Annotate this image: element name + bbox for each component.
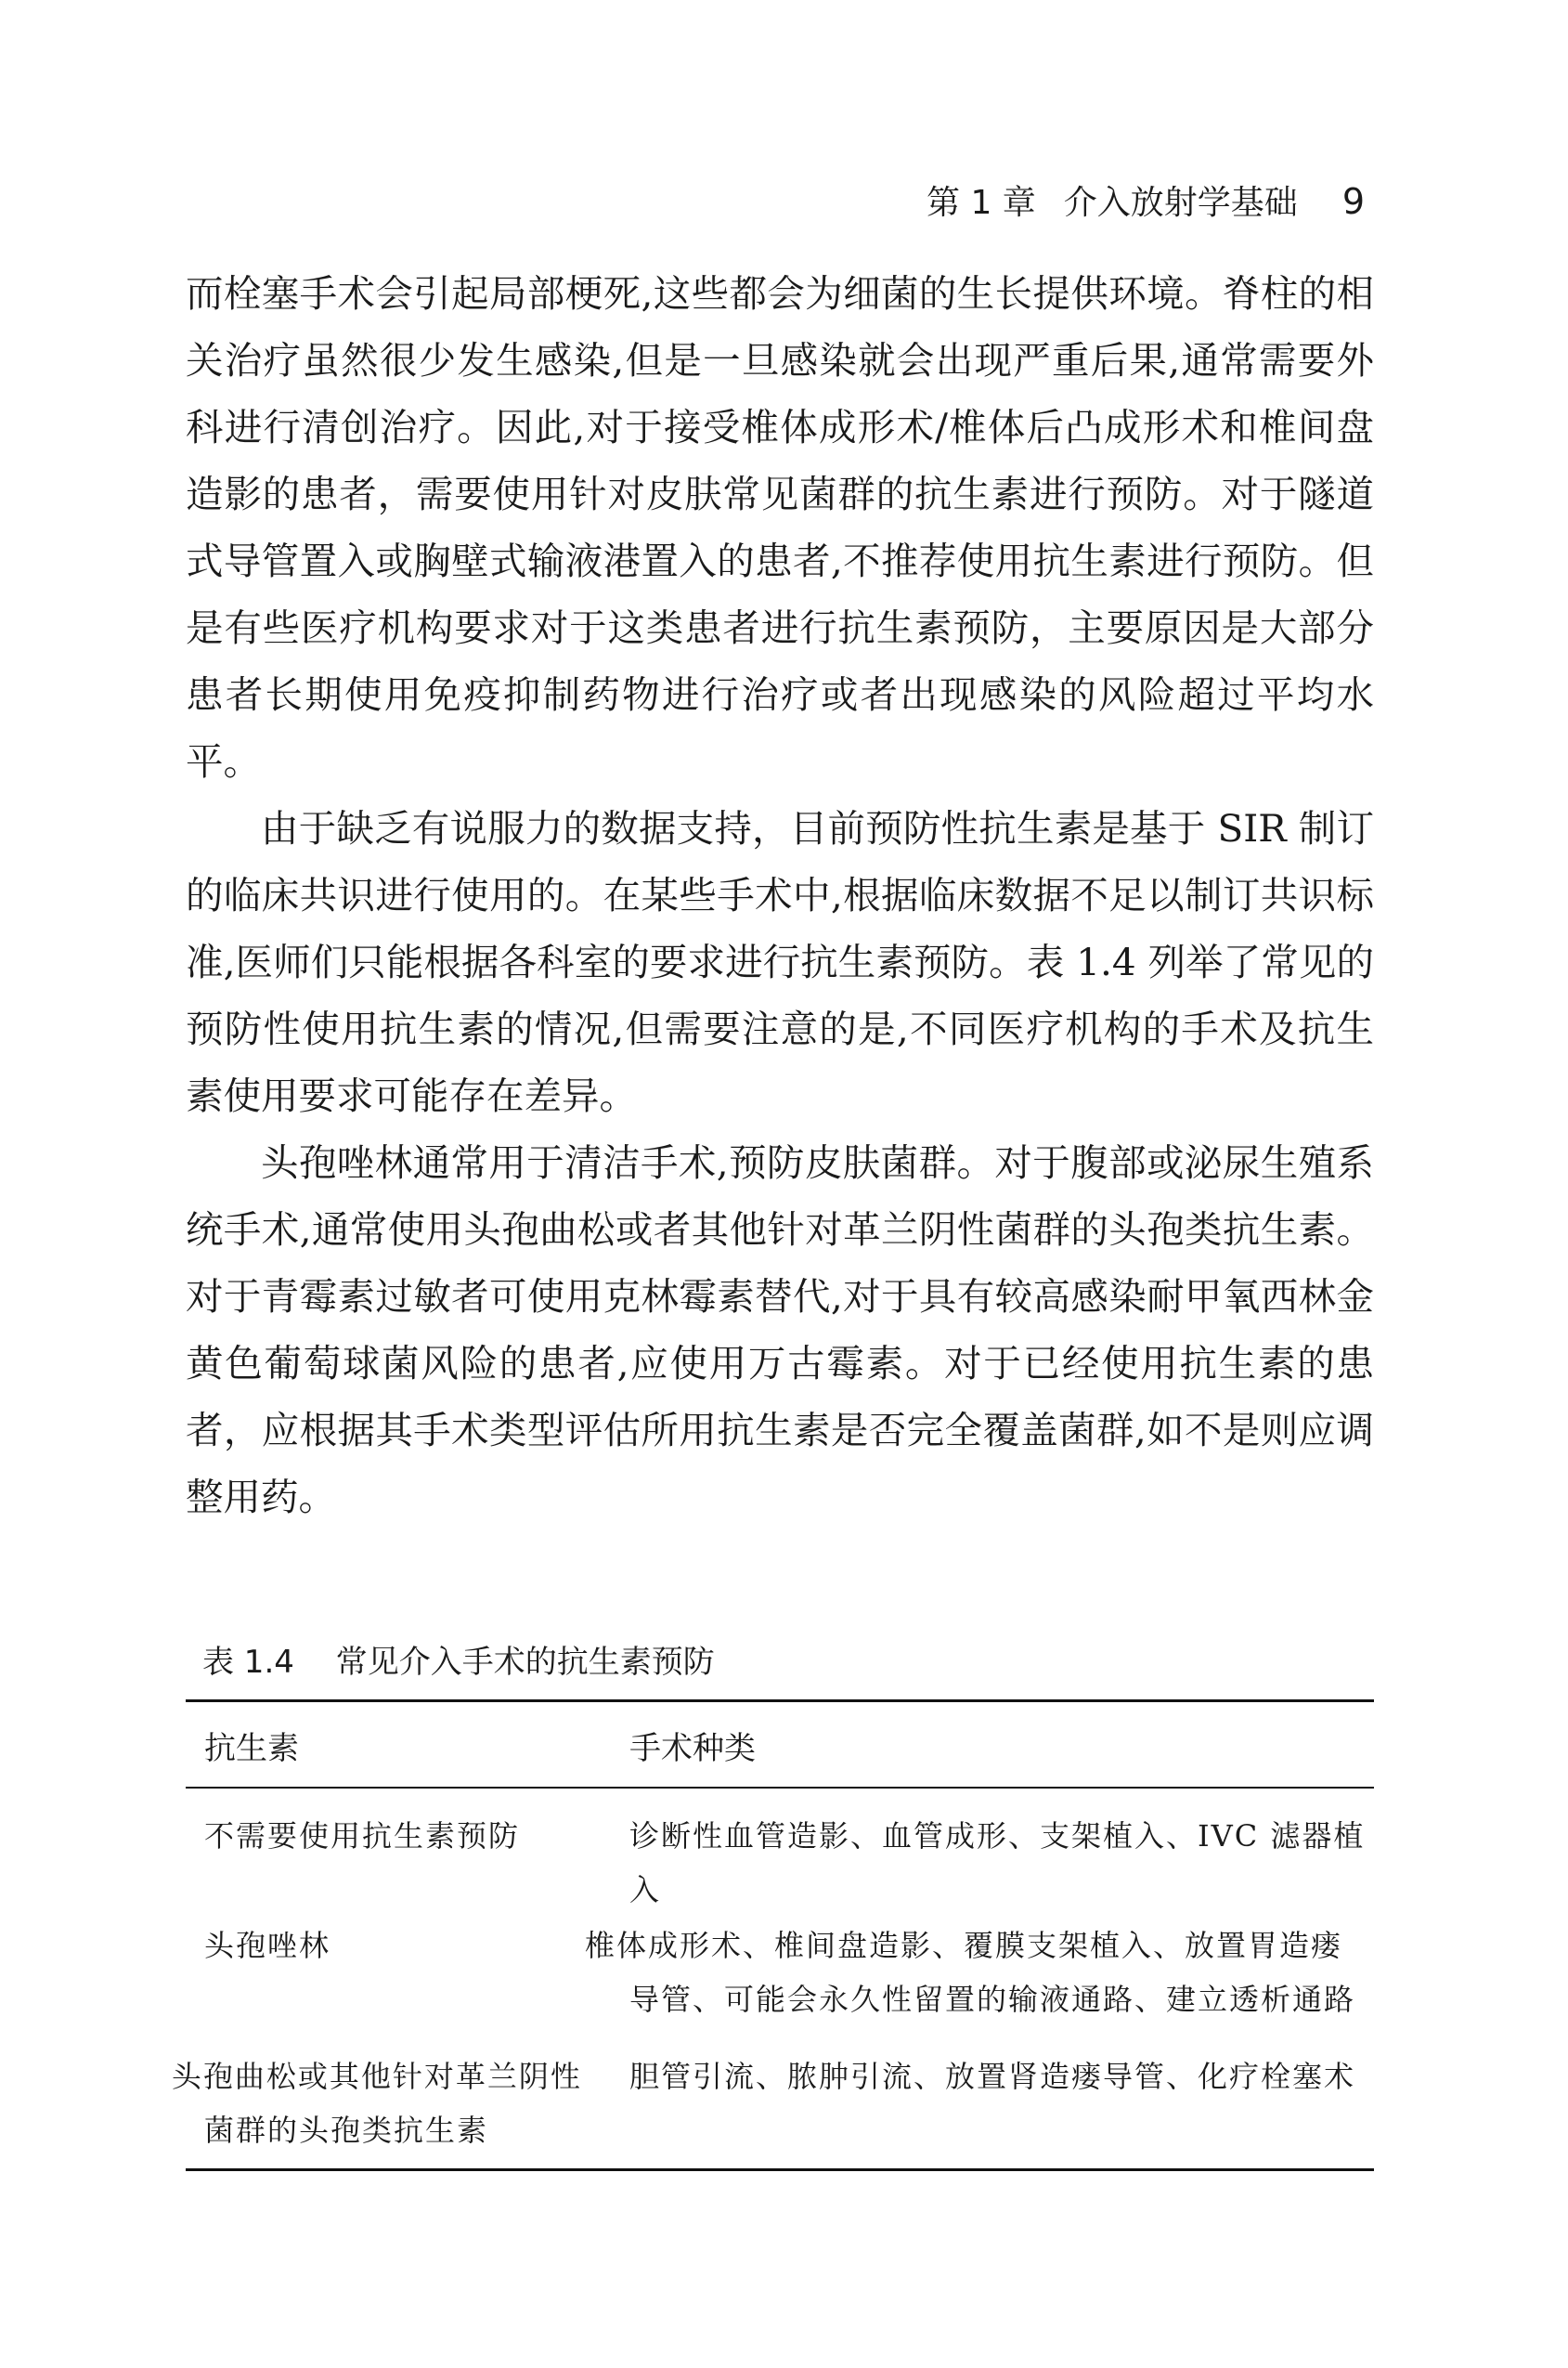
chapter-title: 介入放射学基础 bbox=[1063, 184, 1298, 222]
table-title: 常见介入手术的抗生素预防 bbox=[335, 1644, 715, 1681]
cell-procedures: 胆管引流、脓肿引流、放置肾造瘘导管、化疗栓塞术 bbox=[622, 2027, 1374, 2170]
table-caption bbox=[202, 1636, 715, 1682]
table-row bbox=[186, 1918, 1374, 2027]
header-procedure-type: 手术种类 bbox=[622, 1701, 1374, 1789]
table-header-row bbox=[186, 1701, 1374, 1789]
header-antibiotic: 抗生素 bbox=[186, 1701, 622, 1789]
cell-antibiotic: 头孢曲松或其他针对革兰阴性菌群的头孢类抗生素 bbox=[186, 2027, 622, 2170]
paragraph-1: 而栓塞手术会引起局部梗死,这些都会为细菌的生长提供环境。脊柱的相关治疗虽然很少发生感染,但是一旦感染就会出现严重后果,通常需要外科进行清创治疗。因此,对于接受椎体成形术/椎体后凸成形术和椎间盘造影的患者，需要使用针对皮肤常见菌群的抗生素进行预防。对于隧道式导管置入或胸壁式输液港置入的患者,不推荐使用抗生素进行预防。但是有些医疗机构要求对于这类患者进行抗生素预防，主要原因是大部分患者长期使用免疫抑制药物进行治疗或者出现感染的风险超过平均水平。 bbox=[186, 271, 1374, 784]
cell-procedures: 椎体成形术、椎间盘造影、覆膜支架植入、放置胃造瘘导管、可能会永久性留置的输液通路、建立透析通路 bbox=[585, 1928, 1356, 2017]
table-row bbox=[186, 1788, 1374, 1918]
running-header bbox=[919, 176, 1365, 224]
cell-antibiotic: 头孢唑林 bbox=[204, 1928, 331, 1963]
antibiotic-table bbox=[171, 1699, 1374, 2171]
cell-antibiotic: 不需要使用抗生素预防 bbox=[204, 1818, 521, 1854]
table-number: 表 1.4 bbox=[202, 1644, 294, 1681]
table-row bbox=[186, 2027, 1374, 2170]
cell-procedures: 诊断性血管造影、血管成形、支架植入、IVC 滤器植入 bbox=[629, 1818, 1366, 1907]
chapter-number: 第 1 章 bbox=[927, 184, 1036, 222]
paragraph-3: 头孢唑林通常用于清洁手术,预防皮肤菌群。对于腹部或泌尿生殖系统手术,通常使用头孢曲松或者其他针对革兰阴性菌群的头孢类抗生素。对于青霉素过敏者可使用克林霉素替代,对于具有较高感染耐甲氧西林金黄色葡萄球菌风险的患者,应使用万古霉素。对于已经使用抗生素的患者，应根据其手术类型评估所用抗生素是否完全覆盖菌群,如不是则应调整用药。 bbox=[186, 1140, 1374, 1519]
page-number: 9 bbox=[1341, 181, 1365, 222]
body-text bbox=[186, 260, 1374, 1530]
paragraph-2: 由于缺乏有说服力的数据支持，目前预防性抗生素是基于 SIR 制订的临床共识进行使用的。在某些手术中,根据临床数据不足以制订共识标准,医师们只能根据各科室的要求进行抗生素预防。表 1.4 列举了常见的预防性使用抗生素的情况,但需要注意的是,不同医疗机构的手术及抗生素使用要求可能存在差异。 bbox=[186, 806, 1374, 1118]
